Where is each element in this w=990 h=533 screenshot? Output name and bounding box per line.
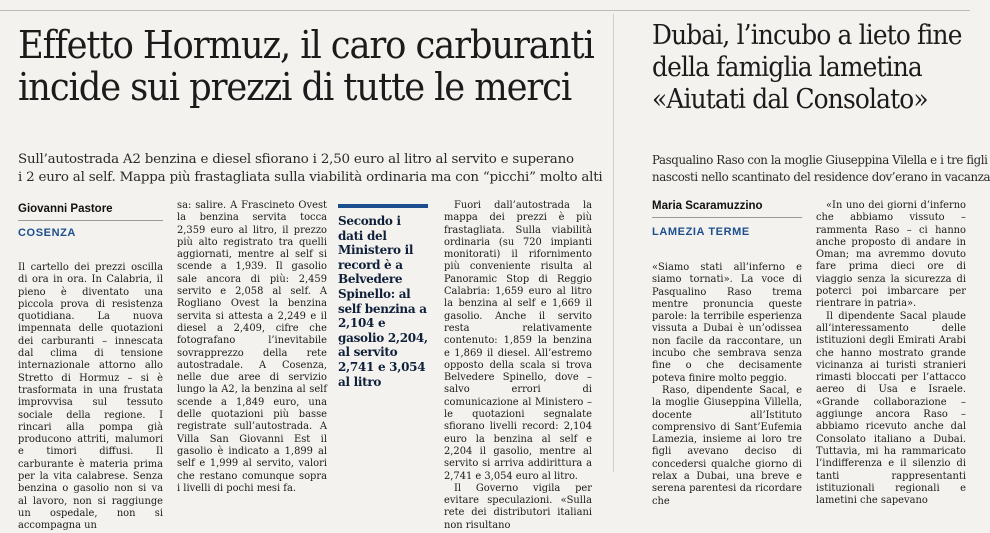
paragraph: «Siamo stati all’inferno e siamo tornati». La voce di Pasqualino Raso trema mentre pronuncia queste parole: la terribile esperienza vissuta a Dubai è un’odissea non facile da raccontare, un incubo che sembrava senza fine o che decisamente poteva finire molto peggio. bbox=[652, 262, 802, 384]
paragraph: Il Governo vigila per evitare speculazioni. «Sulla rete dei distributori italiani non risultano bbox=[444, 482, 592, 531]
main-headline-line1: Effetto Hormuz, il caro carburanti bbox=[18, 23, 594, 67]
paragraph: Raso, dipendente Sacal, e la moglie Giuseppina Villella, docente all’Istituto comprensivo di Sant’Eufemia Lamezia, insieme ai loro tre figli avevano deciso di concedersi qualche giorno di relax a Dubai, una breve e serena parentesi da ricordare che bbox=[652, 384, 802, 507]
paragraph: Il cartello dei prezzi oscilla di ora in ora. In Calabria, il pieno è diventato una piccola prova di resistenza quotidiana. La nuova impennata delle quotazioni dei carburanti – innescata dal clima di tensione internazionale attorno allo Stretto di Hormuz – si è trasformata in una frustata improvvisa sul tessuto sociale della regione. I rincari alla pompa già producono attriti, malumori e timori diffusi. Il carburante è materia prima per la vita calabrese. Senza benzina o gasolio non si va al lavoro, non si raggiunge un ospedale, non si accompagna un bbox=[18, 262, 163, 532]
side-subtitle-line2: nascosti nello scantinato del residence dov’erano in vacanza bbox=[652, 170, 990, 184]
main-subtitle bbox=[18, 151, 608, 187]
side-subtitle-line1: Pasqualino Raso con la moglie Giuseppina Vilella e i tre figli bbox=[652, 153, 988, 167]
main-column-2 bbox=[177, 200, 327, 495]
paragraph: Il dipendente Sacal plaude all’interessamento delle istituzioni degli Emirati Arabi che hanno mostrato grande vicinanza ai turisti stranieri rimasti bloccati per l’attacco aereo di Usa e Israele. «Grande collaborazione – aggiunge ancora Raso – abbiamo ricevuto anche dal Consolato italiano a Dubai. Tuttavia, mi ha rammaricato l’indifferenza e il silenzio di tanti rappresentanti istituzionali regionali e lametini che sapevano bbox=[816, 310, 966, 507]
main-headline bbox=[18, 23, 594, 109]
main-subtitle-line2: i 2 euro al self. Mappa più frastagliata sulla viabilità ordinaria ma con “picchi” molto alti bbox=[18, 170, 603, 185]
paragraph: Fuori dall’autostrada la mappa dei prezzi è più frastagliata. Sulla viabilità ordinaria (su 720 impianti monitorati) il rifornimento più conveniente risulta al Panoramic Stop di Reggio Calabria: 1,659 euro al litro la benzina al self e 1,669 il gasolio. Anche il servito resta relativamente contenuto: 1,859 la benzina e 1,869 il diesel. All’estremo opposto della scala si trova Belvedere Spinello, dove – salvo errori di comunicazione al Ministero – le quotazioni segnalate sfiorano livelli record: 2,104 euro la benzina al self e 2,204 il gasolio, mentre al servito si arriva addirittura a 2,741 e 3,054 euro al litro. bbox=[444, 200, 592, 482]
dateline-place: COSENZA bbox=[18, 227, 76, 239]
dateline-place: LAMEZIA TERME bbox=[652, 226, 750, 238]
side-headline bbox=[652, 20, 962, 116]
paragraph: sa: salire. A Frascineto Ovest la benzina servita tocca 2,359 euro al litro, il prezzo più alto registrato tra quelli aggiornati, mentre al self si scende a 1,939. Il gasolio sale ancora di più: 2,459 servito e 2,058 al self. A Rogliano Ovest la benzina servita si attesta a 2,249 e il diesel a 2,409, cifre che fotografano l’inevitabile sovrapprezzo della rete autostradale. A Cosenza, nelle due aree di servizio lungo la A2, la benzina al self scende a 1,849 euro, una delle quotazioni più basse registrate sull’autostrada. A Villa San Giovanni Est il gasolio è indicato a 1,899 al self e 1,999 al servito, valori che restano comunque sopra i livelli di pochi mesi fa. bbox=[177, 200, 327, 494]
side-byline bbox=[652, 200, 802, 238]
main-byline bbox=[18, 193, 163, 239]
side-article bbox=[636, 0, 990, 507]
side-subtitle bbox=[652, 152, 990, 186]
pull-quote-bar bbox=[338, 204, 428, 208]
side-headline-line2: della famiglia lametina bbox=[652, 52, 922, 83]
main-column-1 bbox=[18, 262, 163, 533]
side-headline-line1: Dubai, l’incubo a lieto fine bbox=[652, 20, 962, 51]
paragraph: «In uno dei giorni d’inferno che abbiamo vissuto – rammenta Raso – ci hanno anche proposto di andare in Oman; ma avremmo dovuto fare prima dieci ore di viaggio senza la sicurezza di poterci poi imbarcare per rientrare in patria». bbox=[816, 200, 966, 310]
main-column-4 bbox=[444, 200, 592, 532]
byline-rule bbox=[18, 220, 163, 221]
pull-quote: Secondo i dati del Ministero il record è a Belvedere Spinello: al self benzina a 2,104 e gasolio 2,204, al servito 2,741 e 3,054 al litro bbox=[338, 214, 428, 389]
byline-rule bbox=[652, 217, 802, 218]
side-headline-line3: «Aiutati dal Consolato» bbox=[652, 84, 928, 115]
side-column-2 bbox=[816, 200, 966, 507]
author-name: Maria Scaramuzzino bbox=[652, 200, 763, 212]
main-subtitle-line1: Sull’autostrada A2 benzina e diesel sfiorano i 2,50 euro al litro al servito e superano bbox=[18, 152, 574, 167]
side-column-1 bbox=[652, 262, 802, 508]
main-headline-line2: incide sui prezzi di tutte le merci bbox=[18, 65, 572, 109]
author-name: Giovanni Pastore bbox=[18, 203, 113, 215]
column-separator bbox=[613, 14, 614, 472]
